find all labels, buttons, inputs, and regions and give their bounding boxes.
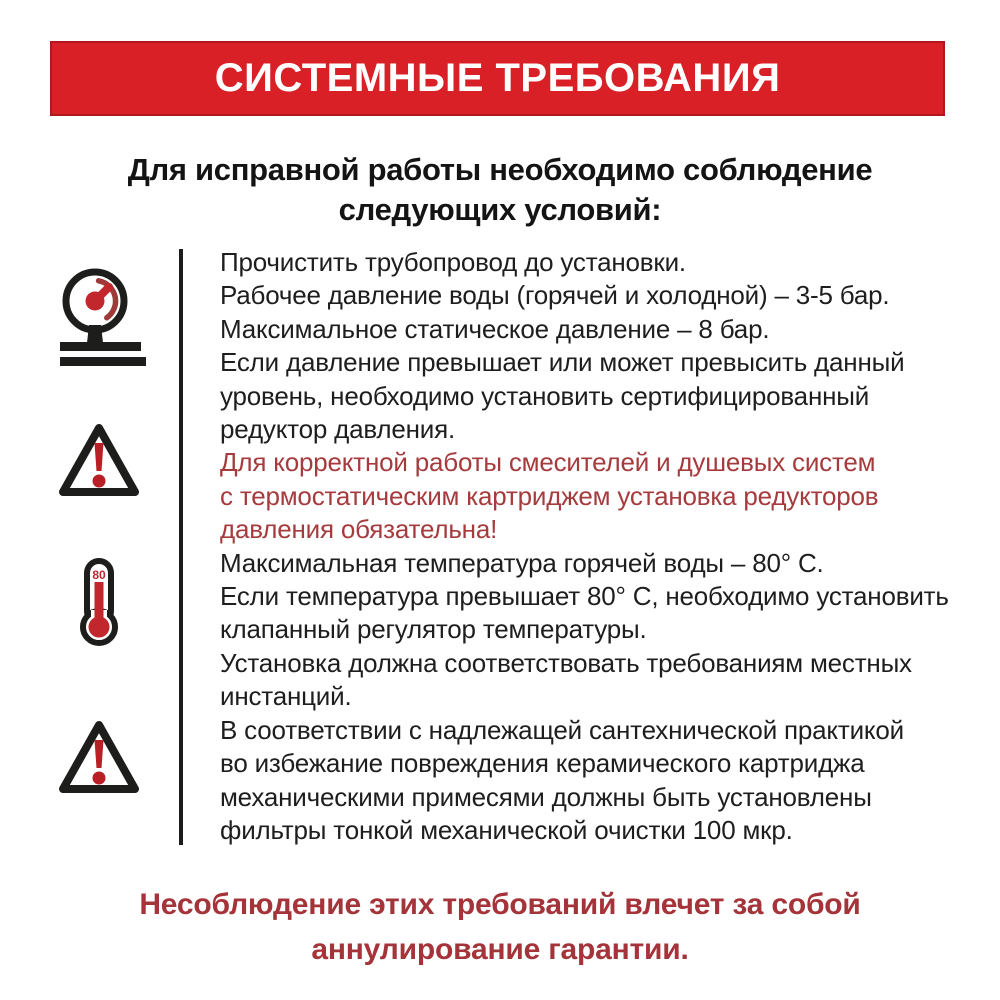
text-line: инстанций. — [220, 681, 352, 712]
text-line: Максимальное статическое давление – 8 бар. — [220, 313, 770, 344]
vertical-divider — [179, 249, 183, 845]
text-line: во избежание повреждения керамического картриджа — [220, 748, 865, 779]
text-line: давления обязательна! — [220, 514, 498, 545]
text-line: Если давление превышает или может превысить данный — [220, 347, 905, 378]
thermometer-label: 80 — [92, 568, 106, 582]
pressure-gauge-icon — [56, 266, 148, 373]
warranty-warning — [0, 882, 1000, 972]
page-title: СИСТЕМНЫЕ ТРЕБОВАНИЯ — [214, 56, 781, 100]
intro-heading-line2: следующих условий: — [338, 192, 662, 227]
text-line: с термостатическим картриджем установка редукторов — [220, 480, 879, 511]
text-line: фильтры тонкой механической очистки 100 мкр. — [220, 814, 793, 845]
text-line: Рабочее давление воды (горячей и холодной) – 3-5 бар. — [220, 280, 890, 311]
text-line: Установка должна соответствовать требованиям местных — [220, 647, 912, 678]
intro-heading-line1: Для исправной работы необходимо соблюдение — [127, 152, 873, 187]
text-line: Для корректной работы смесителей и душевых систем — [220, 447, 876, 478]
thermometer-icon — [76, 558, 124, 651]
text-line: Прочистить трубопровод до установки. — [220, 247, 686, 277]
intro-heading — [0, 150, 1000, 230]
warning-triangle-icon — [56, 421, 142, 506]
header-banner — [50, 41, 945, 116]
text-line: редуктор давления. — [220, 414, 456, 445]
text-line: Если температура превышает 80° С, необходимо установить — [220, 581, 949, 612]
warranty-warning-line1: Несоблюдение этих требований влечет за собой — [139, 888, 861, 921]
warning-triangle-icon — [56, 718, 142, 803]
text-line: клапанный регулятор температуры. — [220, 614, 647, 645]
requirements-text — [220, 246, 970, 847]
text-line: Максимальная температура горячей воды – 80° С. — [220, 547, 824, 578]
text-line: В соответствии с надлежащей сантехнической практикой — [220, 714, 904, 745]
text-line: механическими примесями должны быть установлены — [220, 781, 872, 812]
text-line: уровень, необходимо установить сертифицированный — [220, 380, 870, 411]
warranty-warning-line2: аннулирование гарантии. — [311, 933, 689, 966]
